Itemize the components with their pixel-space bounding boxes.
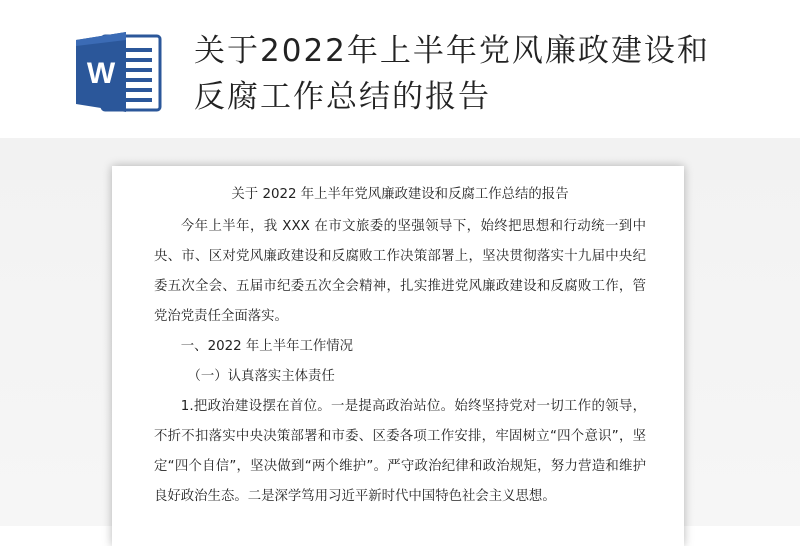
- page-headline: 关于2022年上半年党风廉政建设和反腐工作总结的报告: [194, 33, 710, 115]
- document-page: [112, 166, 684, 546]
- document-title: 关于 2022 年上半年党风廉政建设和反腐工作总结的报告: [231, 187, 569, 202]
- word-document-icon: [72, 30, 164, 114]
- item-paragraph: 1.把政治建设摆在首位。一是提高政治站位。始终坚持党对一切工作的领导，不折不扣落实中央决策部署和市委、区委各项工作安排，牢固树立“四个意识”，坚定“四个自信”，坚决做到“两个维护”。严守政治纪律和政治规矩，努力营造和维护良好政治生态。二是深学笃用习近平新时代中国特色社会主义思想。: [154, 399, 646, 504]
- subsection-heading: （一）认真落实主体责任: [187, 369, 335, 384]
- intro-paragraph: 今年上半年，我 XXX 在市文旅委的坚强领导下，始终把思想和行动统一到中央、市、区对党风廉政建设和反腐败工作决策部署上，坚决贯彻落实十九届中央纪委五次全会、五届市纪委五次全会精神，扎实推进党风廉政建设和反腐败工作，管党治党责任全面落实。: [154, 219, 646, 324]
- word-logo-letter: W: [86, 57, 116, 90]
- section-heading: 一、2022 年上半年工作情况: [180, 339, 354, 354]
- document-body: [154, 182, 646, 512]
- banner-header: [0, 0, 800, 138]
